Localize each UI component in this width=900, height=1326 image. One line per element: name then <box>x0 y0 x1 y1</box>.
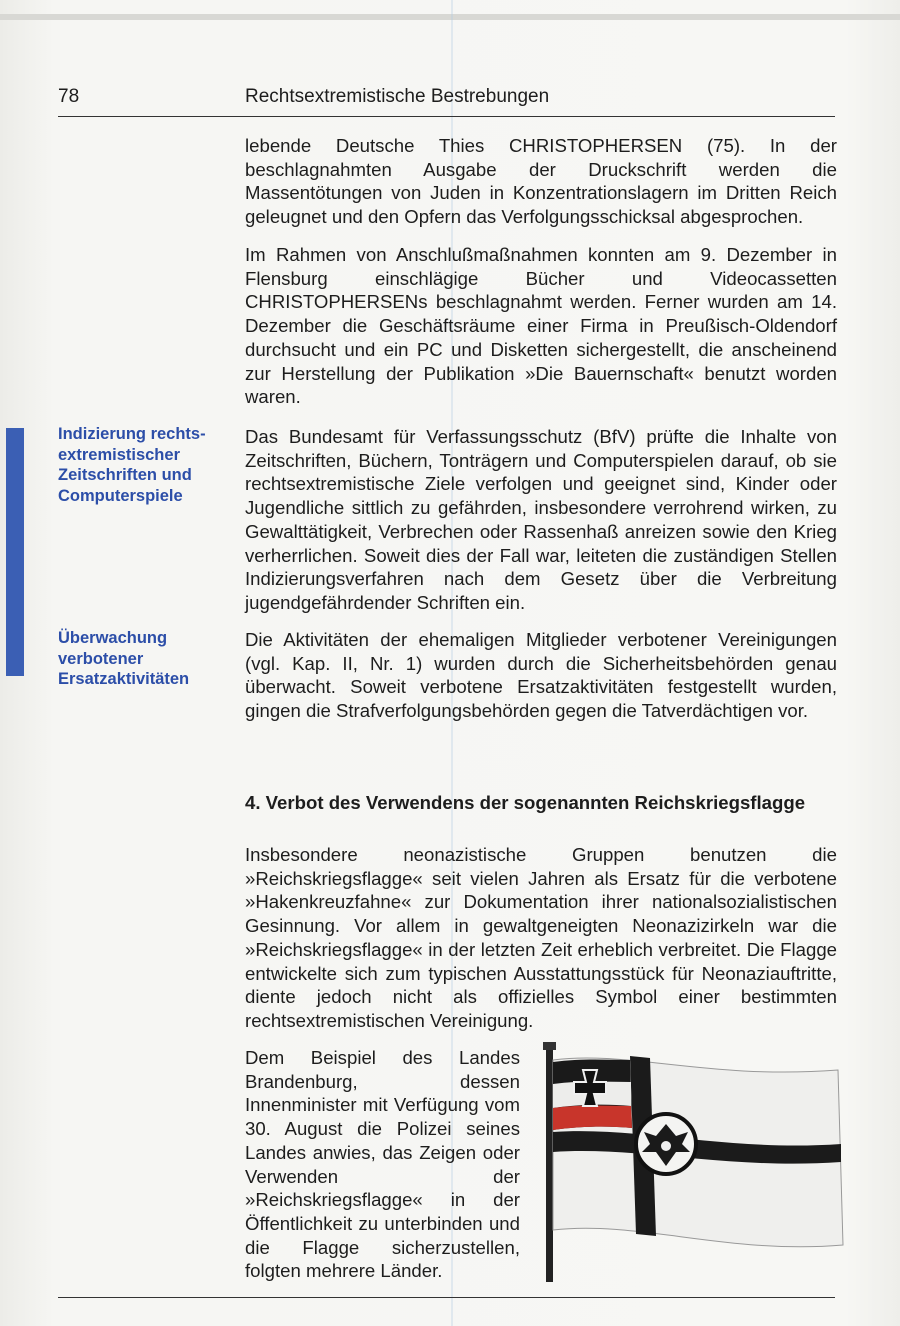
reichskriegsflagge-image <box>538 1040 848 1282</box>
paragraph-brandenburg: Dem Beispiel des Landes Brandenburg, dessen Innenminister mit Verfügung vom 30. August die Polizei seines Landes anwies, das Zeigen oder Verwenden der »Reichskriegsflagge« in der Öffentlichkeit zu unterbinden und die Flagge sicherzustellen, folgten mehrere Länder. <box>245 1047 520 1282</box>
header-rule <box>58 116 835 117</box>
section-heading: 4. Verbot des Verwendens der sogenannten Reichskriegsflagge <box>245 792 806 813</box>
paragraph-reichskriegsflagge: Insbesondere neonazistische Gruppen benutzen die »Reichskriegsflagge« seit vielen Jahren als Ersatz für die verbotene »Hakenkreuzfahne« zur Dokumentation ihrer nationalsozialistischen Gesinnung. Vor allem in gewaltgeneigten Neonazizirkeln war die »Reichskriegsflagge« in der letzten Zeit erheblich verbreitet. Die Flagge entwickelte sich zum typischen Ausstattungsstück für Neonaziauftritte, diente jedoch nicht als offizielles Symbol einer bestimmten rechtsextremistischen Vereinigung. <box>245 844 837 1031</box>
margin-note-indizierung: Indizierung rechts-extremistischer Zeitschriften und Computerspiele <box>58 425 206 505</box>
paragraph-bfv-pruefung: Das Bundesamt für Verfassungsschutz (BfV) prüfte die Inhalte von Zeitschriften, Büchern, Tonträgern und Computerspielen darauf, ob sie rechtsextremistische Ziele verfolgen und geeignet sind, Kinder oder Jugendliche sittlich zu gefährden, insbesondere verrohrend wirken, zu Gewalttätigkeit, Verbrechen oder Rassenhaß anreizen sowie den Krieg verherrlichen. Soweit dies der Fall war, leiteten die zuständigen Stellen Indizierungsverfahren nach dem Gesetz über die Verbreitung jugendgefährdender Schriften ein. <box>245 426 837 613</box>
margin-note-ueberwachung: Überwachung verbotener Ersatzaktivitäten <box>58 629 190 688</box>
running-title: Rechtsextremistische Bestrebungen <box>245 86 550 107</box>
footer-rule <box>58 1297 835 1298</box>
paragraph-christophersen: lebende Deutsche Thies CHRISTOPHERSEN (75). In der beschlagnahmten Ausgabe der Druckschrift werden die Massentötungen von Juden in Konzentrationslagern im Dritten Reich geleugnet und den Opfern das Verfolgungsschicksal abgesprochen. <box>245 135 837 228</box>
page-number: 78 <box>58 86 80 107</box>
section-marker-bar <box>6 428 24 676</box>
scan-top-edge <box>0 14 900 20</box>
paragraph-anschlussmassnahmen: Im Rahmen von Anschlußmaßnahmen konnten am 9. Dezember in Flensburg einschlägige Bücher und Videocassetten CHRISTOPHERSENs beschlagnahmt werden. Ferner wurden am 14. Dezember die Geschäftsräume einer Firma in Preußisch-Oldendorf durchsucht und ein PC und Disketten sichergestellt, die anscheinend zur Herstellung der Publikation »Die Bauernschaft« benutzt worden waren. <box>245 244 837 408</box>
paragraph-ueberwachung: Die Aktivitäten der ehemaligen Mitglieder verbotener Vereinigungen (vgl. Kap. II, Nr. 1) wurden durch die Sicherheitsbehörden genau überwacht. Soweit verbotene Ersatzaktivitäten festgestellt wurden, gingen die Strafverfolgungsbehörden gegen die Tatverdächtigen vor. <box>245 629 837 722</box>
